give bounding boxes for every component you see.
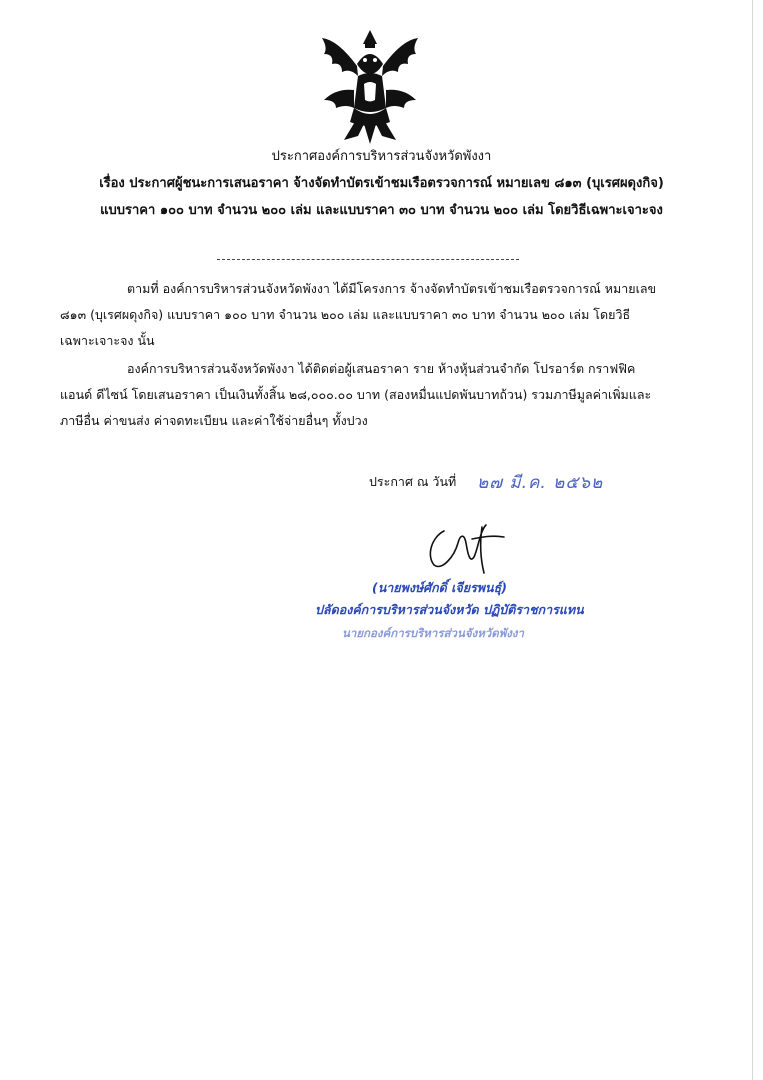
announcement-date-value: ๒๗ มี.ค. ๒๕๖๒ — [477, 473, 604, 493]
announcement-date-label: ประกาศ ณ วันที่ — [369, 474, 457, 489]
paragraph-2-line-3: ภาษีอื่น ค่าขนส่ง ค่าจดทะเบียน และค่าใช้จ่ายอื่นๆ ทั้งปวง — [60, 413, 368, 428]
paragraph-2-line-1: องค์การบริหารส่วนจังหวัดพังงา ได้ติดต่อผู้เสนอราคา ราย ห้างหุ้นส่วนจำกัด โปรอาร์ต กราฟฟิค — [127, 361, 636, 376]
paragraph-1-line-3: เฉพาะเจาะจง นั้น — [60, 333, 155, 348]
handwritten-signature — [420, 517, 510, 577]
divider — [217, 259, 519, 260]
signatory-position-line-2: นายกองค์การบริหารส่วนจังหวัดพังงา — [342, 626, 524, 640]
garuda-emblem-icon — [314, 28, 426, 146]
signatory-name: (นายพงษ์ศักดิ์ เจียรพนธุ์) — [372, 580, 507, 595]
subject-line-2: แบบราคา ๑๐๐ บาท จำนวน ๒๐๐ เล่ม และแบบราคา ๓๐ บาท จำนวน ๒๐๐ เล่ม โดยวิธีเฉพาะเจาะจง — [100, 203, 663, 218]
subject-line-1: เรื่อง ประกาศผู้ชนะการเสนอราคา จ้างจัดทำบัตรเข้าชมเรือตรวจการณ์ หมายเลข ๘๑๓ (บุเรศผดุงกิจ) — [99, 176, 664, 191]
paragraph-2-line-2: แอนด์ ดีไซน์ โดยเสนอราคา เป็นเงินทั้งสิ้น ๒๘,๐๐๐.๐๐ บาท (สองหมื่นแปดพันบาทถ้วน) รวมภาษีมูลค่าเพิ่มและ — [60, 387, 652, 402]
signatory-position-line-1: ปลัดองค์การบริหารส่วนจังหวัด ปฏิบัติราชการแทน — [315, 602, 584, 617]
organization-heading: ประกาศองค์การบริหารส่วนจังหวัดพังงา — [271, 149, 492, 164]
paragraph-1-line-2: ๘๑๓ (บุเรศผดุงกิจ) แบบราคา ๑๐๐ บาท จำนวน ๒๐๐ เล่ม และแบบราคา ๓๐ บาท จำนวน ๒๐๐ เล่ม โดยวิธี — [60, 307, 631, 322]
paragraph-1-line-1: ตามที่ องค์การบริหารส่วนจังหวัดพังงา ได้มีโครงการ จ้างจัดทำบัตรเข้าชมเรือตรวจการณ์ หมายเลข — [127, 281, 657, 296]
